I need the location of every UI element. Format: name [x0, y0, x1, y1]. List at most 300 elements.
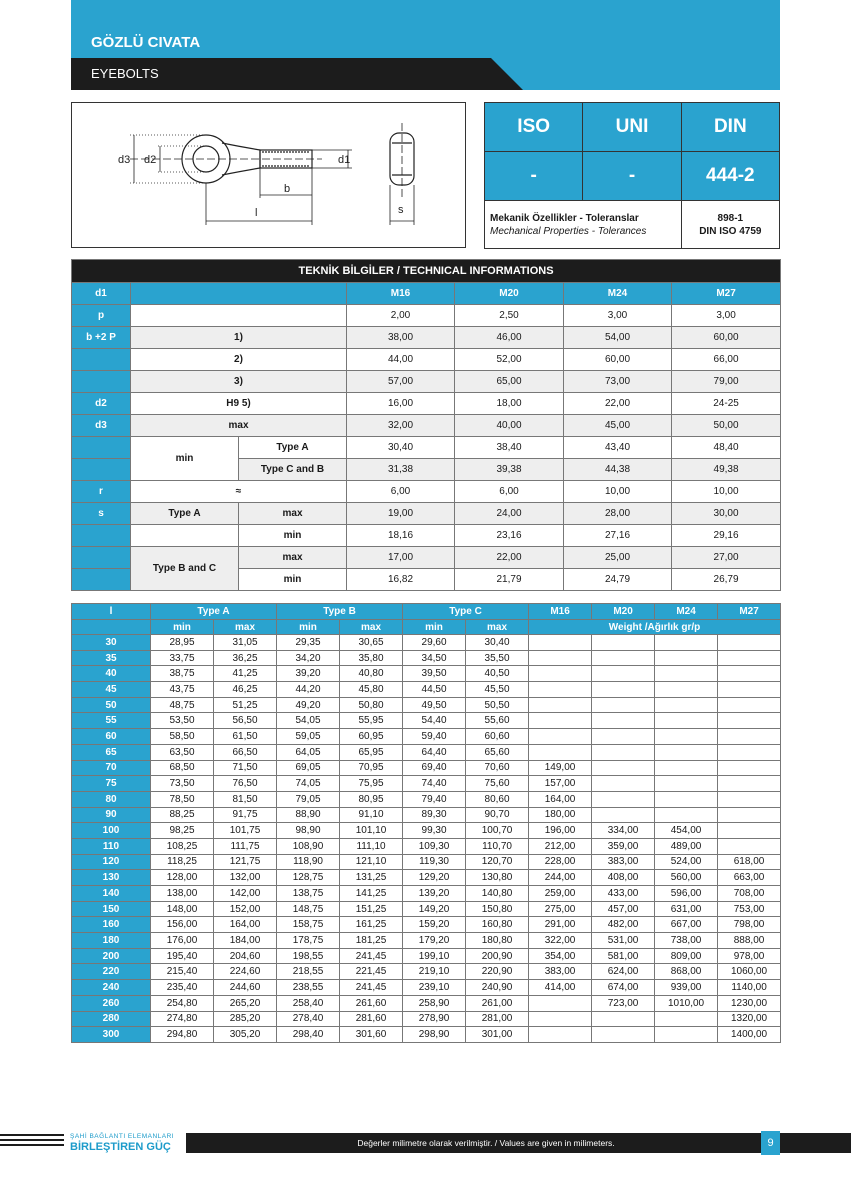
- cell: 60,00: [672, 327, 781, 349]
- type-a-label: Type A: [131, 503, 239, 525]
- cell: [529, 666, 592, 682]
- cell: 1320,00: [718, 1011, 781, 1027]
- cell: 43,40: [564, 437, 672, 459]
- cell: 120,70: [466, 854, 529, 870]
- cell: 383,00: [592, 854, 655, 870]
- cell: [655, 1027, 718, 1043]
- row-label-d1: d1: [72, 283, 131, 305]
- footer-note: Değerler milimetre olarak verilmiştir. / Values are given in milimeters.: [357, 1138, 615, 1148]
- sub-label: 1): [131, 327, 347, 349]
- cell: 80,95: [340, 791, 403, 807]
- cell: 10,00: [672, 481, 781, 503]
- length-cell: 80: [72, 791, 151, 807]
- cell: 24,00: [455, 503, 564, 525]
- cell: [718, 838, 781, 854]
- standards-table: [484, 102, 780, 249]
- cell: 48,75: [151, 697, 214, 713]
- cell: 58,50: [151, 729, 214, 745]
- cell: 23,16: [455, 525, 564, 547]
- cell: 178,75: [277, 933, 340, 949]
- cell: 61,50: [214, 729, 277, 745]
- cell: 73,00: [564, 371, 672, 393]
- cell: 50,80: [340, 697, 403, 713]
- cell: 298,40: [277, 1027, 340, 1043]
- cell: [718, 682, 781, 698]
- footer-logo-small-text: ŞAHİ BAĞLANTI ELEMANLARI: [70, 1133, 175, 1140]
- dim-b-label: b: [284, 183, 291, 195]
- cell: 26,79: [672, 569, 781, 591]
- cell: [655, 697, 718, 713]
- cell: [718, 729, 781, 745]
- cell: [592, 666, 655, 682]
- cell: 70,95: [340, 760, 403, 776]
- cell: 18,00: [455, 393, 564, 415]
- length-cell: 45: [72, 682, 151, 698]
- cell: 489,00: [655, 838, 718, 854]
- cell: [655, 682, 718, 698]
- cell: 98,90: [277, 823, 340, 839]
- cell: 54,00: [564, 327, 672, 349]
- cell: 238,55: [277, 980, 340, 996]
- cell: 1400,00: [718, 1027, 781, 1043]
- length-cell: 75: [72, 776, 151, 792]
- table-row: [72, 838, 781, 854]
- cell: 149,00: [529, 760, 592, 776]
- cell: [655, 807, 718, 823]
- cell: 204,60: [214, 948, 277, 964]
- length-cell: 50: [72, 697, 151, 713]
- cell: 278,90: [403, 1011, 466, 1027]
- table-row: [72, 823, 781, 839]
- cell: 738,00: [655, 933, 718, 949]
- cell: 141,25: [340, 886, 403, 902]
- page-footer: [0, 1133, 851, 1153]
- cell: [529, 1027, 592, 1043]
- cell: [529, 635, 592, 651]
- cell: 239,10: [403, 980, 466, 996]
- technical-info-table: [71, 259, 781, 591]
- cell: [529, 995, 592, 1011]
- length-cell: 30: [72, 635, 151, 651]
- cell: 433,00: [592, 886, 655, 902]
- cell: 55,95: [340, 713, 403, 729]
- cell: 59,40: [403, 729, 466, 745]
- mech-value-2: DIN ISO 4759: [699, 225, 762, 237]
- cell: 16,00: [347, 393, 455, 415]
- col-type-c-header: Type C: [403, 604, 529, 620]
- cell: 59,05: [277, 729, 340, 745]
- length-cell: 60: [72, 729, 151, 745]
- table-row: [72, 917, 781, 933]
- dim-d2-label: d2: [144, 154, 157, 166]
- cell: 36,25: [214, 650, 277, 666]
- cell: 150,80: [466, 901, 529, 917]
- cell: 75,60: [466, 776, 529, 792]
- length-cell: 220: [72, 964, 151, 980]
- cell: 101,10: [340, 823, 403, 839]
- cell: 258,90: [403, 995, 466, 1011]
- cell: 261,60: [340, 995, 403, 1011]
- sub-label: Type A: [239, 437, 347, 459]
- length-cell: 110: [72, 838, 151, 854]
- cell: 39,38: [455, 459, 564, 481]
- row-label-b: b +2 P: [72, 327, 131, 349]
- cell: [718, 776, 781, 792]
- cell: 383,00: [529, 964, 592, 980]
- cell: 196,00: [529, 823, 592, 839]
- size-header: M20: [455, 283, 564, 305]
- cell: [655, 650, 718, 666]
- cell: 322,00: [529, 933, 592, 949]
- std-iso-value: -: [485, 152, 583, 201]
- cell: 142,00: [214, 886, 277, 902]
- table-row: [72, 1011, 781, 1027]
- cell: [655, 666, 718, 682]
- table-row: [72, 807, 781, 823]
- cell: 50,00: [672, 415, 781, 437]
- cell: 118,25: [151, 854, 214, 870]
- cell: 224,60: [214, 964, 277, 980]
- table-row: [72, 995, 781, 1011]
- cell: 54,05: [277, 713, 340, 729]
- mech-label-en: Mechanical Properties - Tolerances: [490, 225, 647, 237]
- cell: 60,95: [340, 729, 403, 745]
- min-header: min: [151, 620, 214, 635]
- cell: 180,00: [529, 807, 592, 823]
- cell: 99,30: [403, 823, 466, 839]
- cell: 414,00: [529, 980, 592, 996]
- cell: 30,40: [466, 635, 529, 651]
- cell: 74,40: [403, 776, 466, 792]
- cell: 60,60: [466, 729, 529, 745]
- mech-label-tr: Mekanik Özellikler - Toleranslar: [490, 212, 639, 224]
- cell: 159,20: [403, 917, 466, 933]
- length-cell: 200: [72, 948, 151, 964]
- cell: 70,60: [466, 760, 529, 776]
- cell: 334,00: [592, 823, 655, 839]
- sub-label: max: [239, 547, 347, 569]
- length-cell: 180: [72, 933, 151, 949]
- cell: [529, 744, 592, 760]
- cell: 212,00: [529, 838, 592, 854]
- sub-label: 2): [131, 349, 347, 371]
- cell: 38,40: [455, 437, 564, 459]
- sub-label: min: [239, 525, 347, 547]
- cell: 560,00: [655, 870, 718, 886]
- length-cell: 160: [72, 917, 151, 933]
- size-header: M27: [672, 283, 781, 305]
- dim-l-label: l: [255, 207, 258, 219]
- cell: 65,00: [455, 371, 564, 393]
- std-din-value: 444-2: [681, 152, 779, 201]
- cell: 80,60: [466, 791, 529, 807]
- max-header: max: [214, 620, 277, 635]
- cell: 50,50: [466, 697, 529, 713]
- cell: 44,00: [347, 349, 455, 371]
- cell: 482,00: [592, 917, 655, 933]
- cell: 40,80: [340, 666, 403, 682]
- dim-d1-label: d1: [338, 154, 351, 166]
- cell: 139,20: [403, 886, 466, 902]
- table-row: [72, 870, 781, 886]
- length-cell: 260: [72, 995, 151, 1011]
- table-row: [72, 635, 781, 651]
- cell: 65,60: [466, 744, 529, 760]
- cell: 152,00: [214, 901, 277, 917]
- cell: 241,45: [340, 948, 403, 964]
- cell: 128,00: [151, 870, 214, 886]
- cell: 46,25: [214, 682, 277, 698]
- cell: 176,00: [151, 933, 214, 949]
- cell: [718, 635, 781, 651]
- cell: [529, 650, 592, 666]
- mech-properties-label: [485, 201, 682, 249]
- cell: 596,00: [655, 886, 718, 902]
- footer-logo-text: BİRLEŞTİREN GÜÇ: [70, 1141, 171, 1153]
- cell: [718, 807, 781, 823]
- cell: 809,00: [655, 948, 718, 964]
- cell: 160,80: [466, 917, 529, 933]
- cell: [655, 791, 718, 807]
- cell: [529, 729, 592, 745]
- table-row: [72, 666, 781, 682]
- cell: 128,75: [277, 870, 340, 886]
- cell: 49,20: [277, 697, 340, 713]
- cell: 24,79: [564, 569, 672, 591]
- cell: 16,82: [347, 569, 455, 591]
- cell: 56,50: [214, 713, 277, 729]
- cell: 111,75: [214, 838, 277, 854]
- cell: 674,00: [592, 980, 655, 996]
- cell: 18,16: [347, 525, 455, 547]
- row-label-p: p: [72, 305, 131, 327]
- table-row: [72, 697, 781, 713]
- dim-d3-label: d3: [118, 154, 131, 166]
- cell: 89,30: [403, 807, 466, 823]
- cell: 454,00: [655, 823, 718, 839]
- cell: 235,40: [151, 980, 214, 996]
- std-uni-header: UNI: [583, 103, 681, 152]
- cell: 17,00: [347, 547, 455, 569]
- cell: 57,00: [347, 371, 455, 393]
- cell: 261,00: [466, 995, 529, 1011]
- cell: [592, 760, 655, 776]
- cell: 354,00: [529, 948, 592, 964]
- cell: 110,70: [466, 838, 529, 854]
- cell: 164,00: [529, 791, 592, 807]
- cell: 221,45: [340, 964, 403, 980]
- cell: 161,25: [340, 917, 403, 933]
- cell: 305,20: [214, 1027, 277, 1043]
- col-type-b-header: Type B: [277, 604, 403, 620]
- type-bc-label: Type B and C: [131, 547, 239, 591]
- cell: 48,40: [672, 437, 781, 459]
- length-cell: 300: [72, 1027, 151, 1043]
- max-header: max: [340, 620, 403, 635]
- cell: 131,25: [340, 870, 403, 886]
- cell: [592, 807, 655, 823]
- cell: 151,25: [340, 901, 403, 917]
- cell: 3,00: [672, 305, 781, 327]
- cell: 228,00: [529, 854, 592, 870]
- page-number: 9: [761, 1131, 780, 1155]
- cell: 278,40: [277, 1011, 340, 1027]
- cell: 108,25: [151, 838, 214, 854]
- col-m24-header: M24: [655, 604, 718, 620]
- cell: 199,10: [403, 948, 466, 964]
- cell: 157,00: [529, 776, 592, 792]
- cell: 30,40: [347, 437, 455, 459]
- length-weight-table: [71, 603, 781, 1043]
- cell: 71,50: [214, 760, 277, 776]
- length-cell: 70: [72, 760, 151, 776]
- cell: 158,75: [277, 917, 340, 933]
- sub-label: max: [239, 503, 347, 525]
- cell: 45,50: [466, 682, 529, 698]
- min-header: min: [403, 620, 466, 635]
- cell: 38,00: [347, 327, 455, 349]
- cell: 753,00: [718, 901, 781, 917]
- cell: 624,00: [592, 964, 655, 980]
- cell: [592, 744, 655, 760]
- sub-label: H9 5): [131, 393, 347, 415]
- cell: 274,80: [151, 1011, 214, 1027]
- cell: 88,25: [151, 807, 214, 823]
- cell: 66,00: [672, 349, 781, 371]
- cell: 2,00: [347, 305, 455, 327]
- cell: 79,40: [403, 791, 466, 807]
- cell: 184,00: [214, 933, 277, 949]
- size-header: M16: [347, 283, 455, 305]
- cell: 73,50: [151, 776, 214, 792]
- length-cell: 100: [72, 823, 151, 839]
- cell: [718, 666, 781, 682]
- length-cell: 40: [72, 666, 151, 682]
- cell: 90,70: [466, 807, 529, 823]
- sub-label: 3): [131, 371, 347, 393]
- cell: 6,00: [347, 481, 455, 503]
- col-type-a-header: Type A: [151, 604, 277, 620]
- row-label-r: r: [72, 481, 131, 503]
- std-iso-header: ISO: [485, 103, 583, 152]
- cell: 28,95: [151, 635, 214, 651]
- cell: 44,50: [403, 682, 466, 698]
- cell: [592, 729, 655, 745]
- table-row: [72, 760, 781, 776]
- col-m27-header: M27: [718, 604, 781, 620]
- cell: [592, 650, 655, 666]
- cell: 219,10: [403, 964, 466, 980]
- cell: 32,00: [347, 415, 455, 437]
- cell: 39,50: [403, 666, 466, 682]
- table-row: [72, 729, 781, 745]
- cell: 25,00: [564, 547, 672, 569]
- cell: 69,05: [277, 760, 340, 776]
- cell: 46,00: [455, 327, 564, 349]
- cell: 631,00: [655, 901, 718, 917]
- cell: 2,50: [455, 305, 564, 327]
- table-row: [72, 901, 781, 917]
- cell: 10,00: [564, 481, 672, 503]
- cell: 91,75: [214, 807, 277, 823]
- cell: 60,00: [564, 349, 672, 371]
- cell: [655, 744, 718, 760]
- cell: 35,50: [466, 650, 529, 666]
- page-title: GÖZLÜ CIVATA: [91, 34, 201, 51]
- mech-value-1: 898-1: [717, 212, 744, 224]
- cell: 275,00: [529, 901, 592, 917]
- page-subtitle: EYEBOLTS: [91, 66, 159, 81]
- row-label-d2: d2: [72, 393, 131, 415]
- cell: [655, 776, 718, 792]
- sub-label: ≈: [131, 481, 347, 503]
- cell: 40,00: [455, 415, 564, 437]
- cell: [592, 713, 655, 729]
- cell: 34,50: [403, 650, 466, 666]
- cell: 301,60: [340, 1027, 403, 1043]
- cell: 1140,00: [718, 980, 781, 996]
- cell: 240,90: [466, 980, 529, 996]
- cell: 79,05: [277, 791, 340, 807]
- cell: [718, 697, 781, 713]
- table-row: [72, 964, 781, 980]
- table-row: [72, 1027, 781, 1043]
- length-cell: 35: [72, 650, 151, 666]
- cell: 38,75: [151, 666, 214, 682]
- cell: 281,00: [466, 1011, 529, 1027]
- cell: 281,60: [340, 1011, 403, 1027]
- cell: 22,00: [455, 547, 564, 569]
- row-label-s: s: [72, 503, 131, 525]
- sub-label: max: [131, 415, 347, 437]
- cell: 69,40: [403, 760, 466, 776]
- cell: 3,00: [564, 305, 672, 327]
- cell: 581,00: [592, 948, 655, 964]
- cell: 30,00: [672, 503, 781, 525]
- cell: 49,38: [672, 459, 781, 481]
- cell: 31,05: [214, 635, 277, 651]
- eyebolt-drawing: [71, 102, 466, 248]
- cell: 63,50: [151, 744, 214, 760]
- mech-properties-value: [681, 201, 779, 249]
- cell: 41,25: [214, 666, 277, 682]
- cell: 164,00: [214, 917, 277, 933]
- cell: [718, 823, 781, 839]
- cell: 75,95: [340, 776, 403, 792]
- cell: 43,75: [151, 682, 214, 698]
- cell: [592, 1027, 655, 1043]
- cell: [718, 744, 781, 760]
- col-m16-header: M16: [529, 604, 592, 620]
- cell: 44,20: [277, 682, 340, 698]
- cell: 1230,00: [718, 995, 781, 1011]
- cell: 618,00: [718, 854, 781, 870]
- col-l-header: l: [72, 604, 151, 620]
- cell: 65,95: [340, 744, 403, 760]
- cell: [529, 682, 592, 698]
- cell: 298,90: [403, 1027, 466, 1043]
- row-label-d3: d3: [72, 415, 131, 437]
- cell: 254,80: [151, 995, 214, 1011]
- cell: 200,90: [466, 948, 529, 964]
- sub-label: min: [239, 569, 347, 591]
- cell: 156,00: [151, 917, 214, 933]
- cell: 28,00: [564, 503, 672, 525]
- cell: 129,20: [403, 870, 466, 886]
- cell: 64,40: [403, 744, 466, 760]
- cell: 868,00: [655, 964, 718, 980]
- cell: 181,25: [340, 933, 403, 949]
